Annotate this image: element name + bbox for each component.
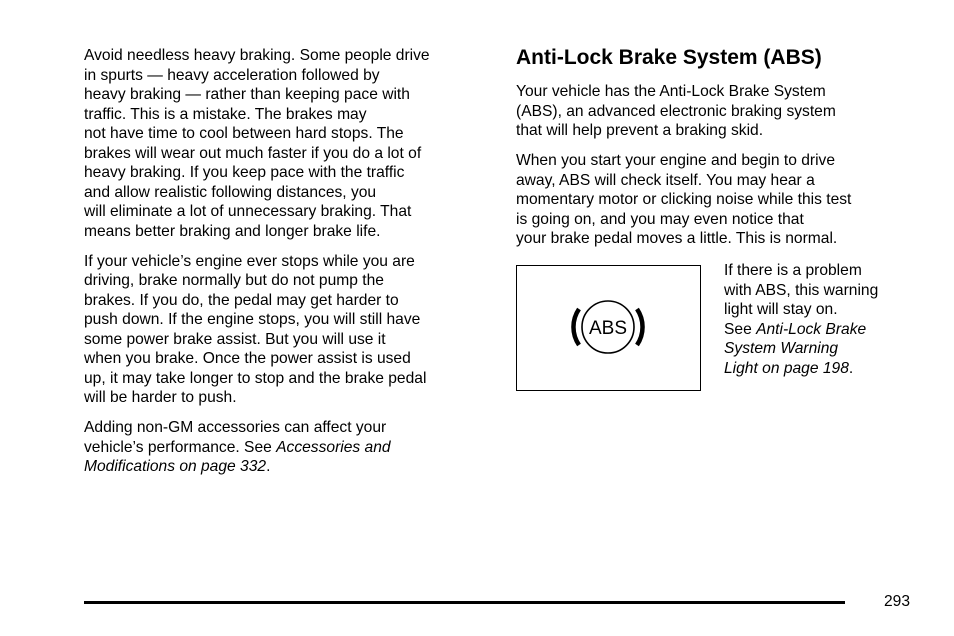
text-line: (ABS), an advanced electronic braking system: [516, 102, 836, 120]
paragraph-accessories: [84, 418, 484, 477]
paragraph-engine-stops: [84, 252, 484, 408]
right-column-body: [516, 82, 908, 259]
text-line: your brake pedal moves a little. This is normal.: [516, 230, 838, 247]
text-line: [724, 339, 914, 359]
text-line: brakes will wear out much faster if you do a lot of: [84, 144, 422, 162]
text-line: [724, 359, 914, 379]
text-line: [84, 438, 484, 458]
text-line: Your vehicle has the Anti-Lock Brake System: [516, 83, 826, 100]
text-line: when you brake. Once the power assist is used: [84, 350, 411, 367]
text-line: heavy braking — rather than keeping pace with: [84, 86, 410, 103]
text-line: momentary motor or clicking noise while this test: [516, 191, 852, 208]
text-line: If there is a problem: [724, 262, 862, 279]
text-line: with ABS, this warning: [724, 281, 879, 299]
text-line: push down. If the engine stops, you will still have: [84, 311, 421, 328]
section-heading-abs: Anti-Lock Brake System (ABS): [516, 46, 822, 69]
text-fragment: See: [724, 320, 757, 338]
text-line: in spurts — heavy acceleration followed by: [84, 66, 380, 84]
text-line: away, ABS will check itself. You may hear a: [516, 171, 815, 189]
paragraph-abs-intro: [516, 82, 908, 141]
text-line: When you start your engine and begin to drive: [516, 152, 836, 169]
text-line: driving, brake normally but do not pump the: [84, 272, 384, 289]
text-line: light will stay on.: [724, 301, 838, 318]
text-line: is going on, and you may even notice that: [516, 210, 804, 228]
abs-warning-symbol-box: [516, 265, 701, 391]
text-line: If your vehicle’s engine ever stops while you are: [84, 252, 415, 270]
text-line: will eliminate a lot of unnecessary braking. That: [84, 203, 412, 220]
text-line: some power brake assist. But you will use it: [84, 330, 386, 348]
text-line: means better braking and longer brake life.: [84, 222, 381, 240]
abs-warning-note: [724, 261, 914, 378]
text-line: brakes. If you do, the pedal may get harder to: [84, 291, 399, 309]
paragraph-abs-check: [516, 151, 908, 249]
text-fragment: .: [848, 359, 854, 377]
text-line: heavy braking. If you keep pace with the traffic: [84, 164, 405, 181]
abs-label: ABS: [588, 318, 628, 339]
text-fragment: vehicle’s performance. See: [84, 438, 277, 456]
text-line: that will help prevent a braking skid.: [516, 122, 764, 139]
cross-reference-link[interactable]: Anti-Lock Brake: [756, 320, 867, 338]
text-line: and allow realistic following distances, you: [84, 183, 377, 201]
text-fragment: .: [266, 458, 271, 475]
text-line: [84, 457, 484, 477]
text-line: Adding non-GM accessories can affect your: [84, 419, 387, 436]
left-column: [84, 46, 484, 487]
text-line: [724, 320, 914, 340]
footer-rule: [84, 601, 845, 604]
cross-reference-link[interactable]: Accessories and: [276, 438, 391, 456]
text-line: will be harder to push.: [84, 389, 237, 406]
cross-reference-link[interactable]: Modifications on page 332: [84, 458, 267, 475]
paragraph-heavy-braking: [84, 46, 484, 241]
text-line: traffic. This is a mistake. The brakes may: [84, 105, 367, 123]
cross-reference-link[interactable]: System Warning: [724, 340, 839, 357]
text-line: up, it may take longer to stop and the brake pedal: [84, 369, 427, 387]
cross-reference-link[interactable]: Light on page 198: [724, 359, 849, 377]
text-line: not have time to cool between hard stops. The: [84, 125, 404, 142]
abs-warning-light-icon: [517, 266, 699, 389]
text-line: Avoid needless heavy braking. Some people drive: [84, 47, 430, 64]
page-number: 293: [884, 593, 911, 610]
